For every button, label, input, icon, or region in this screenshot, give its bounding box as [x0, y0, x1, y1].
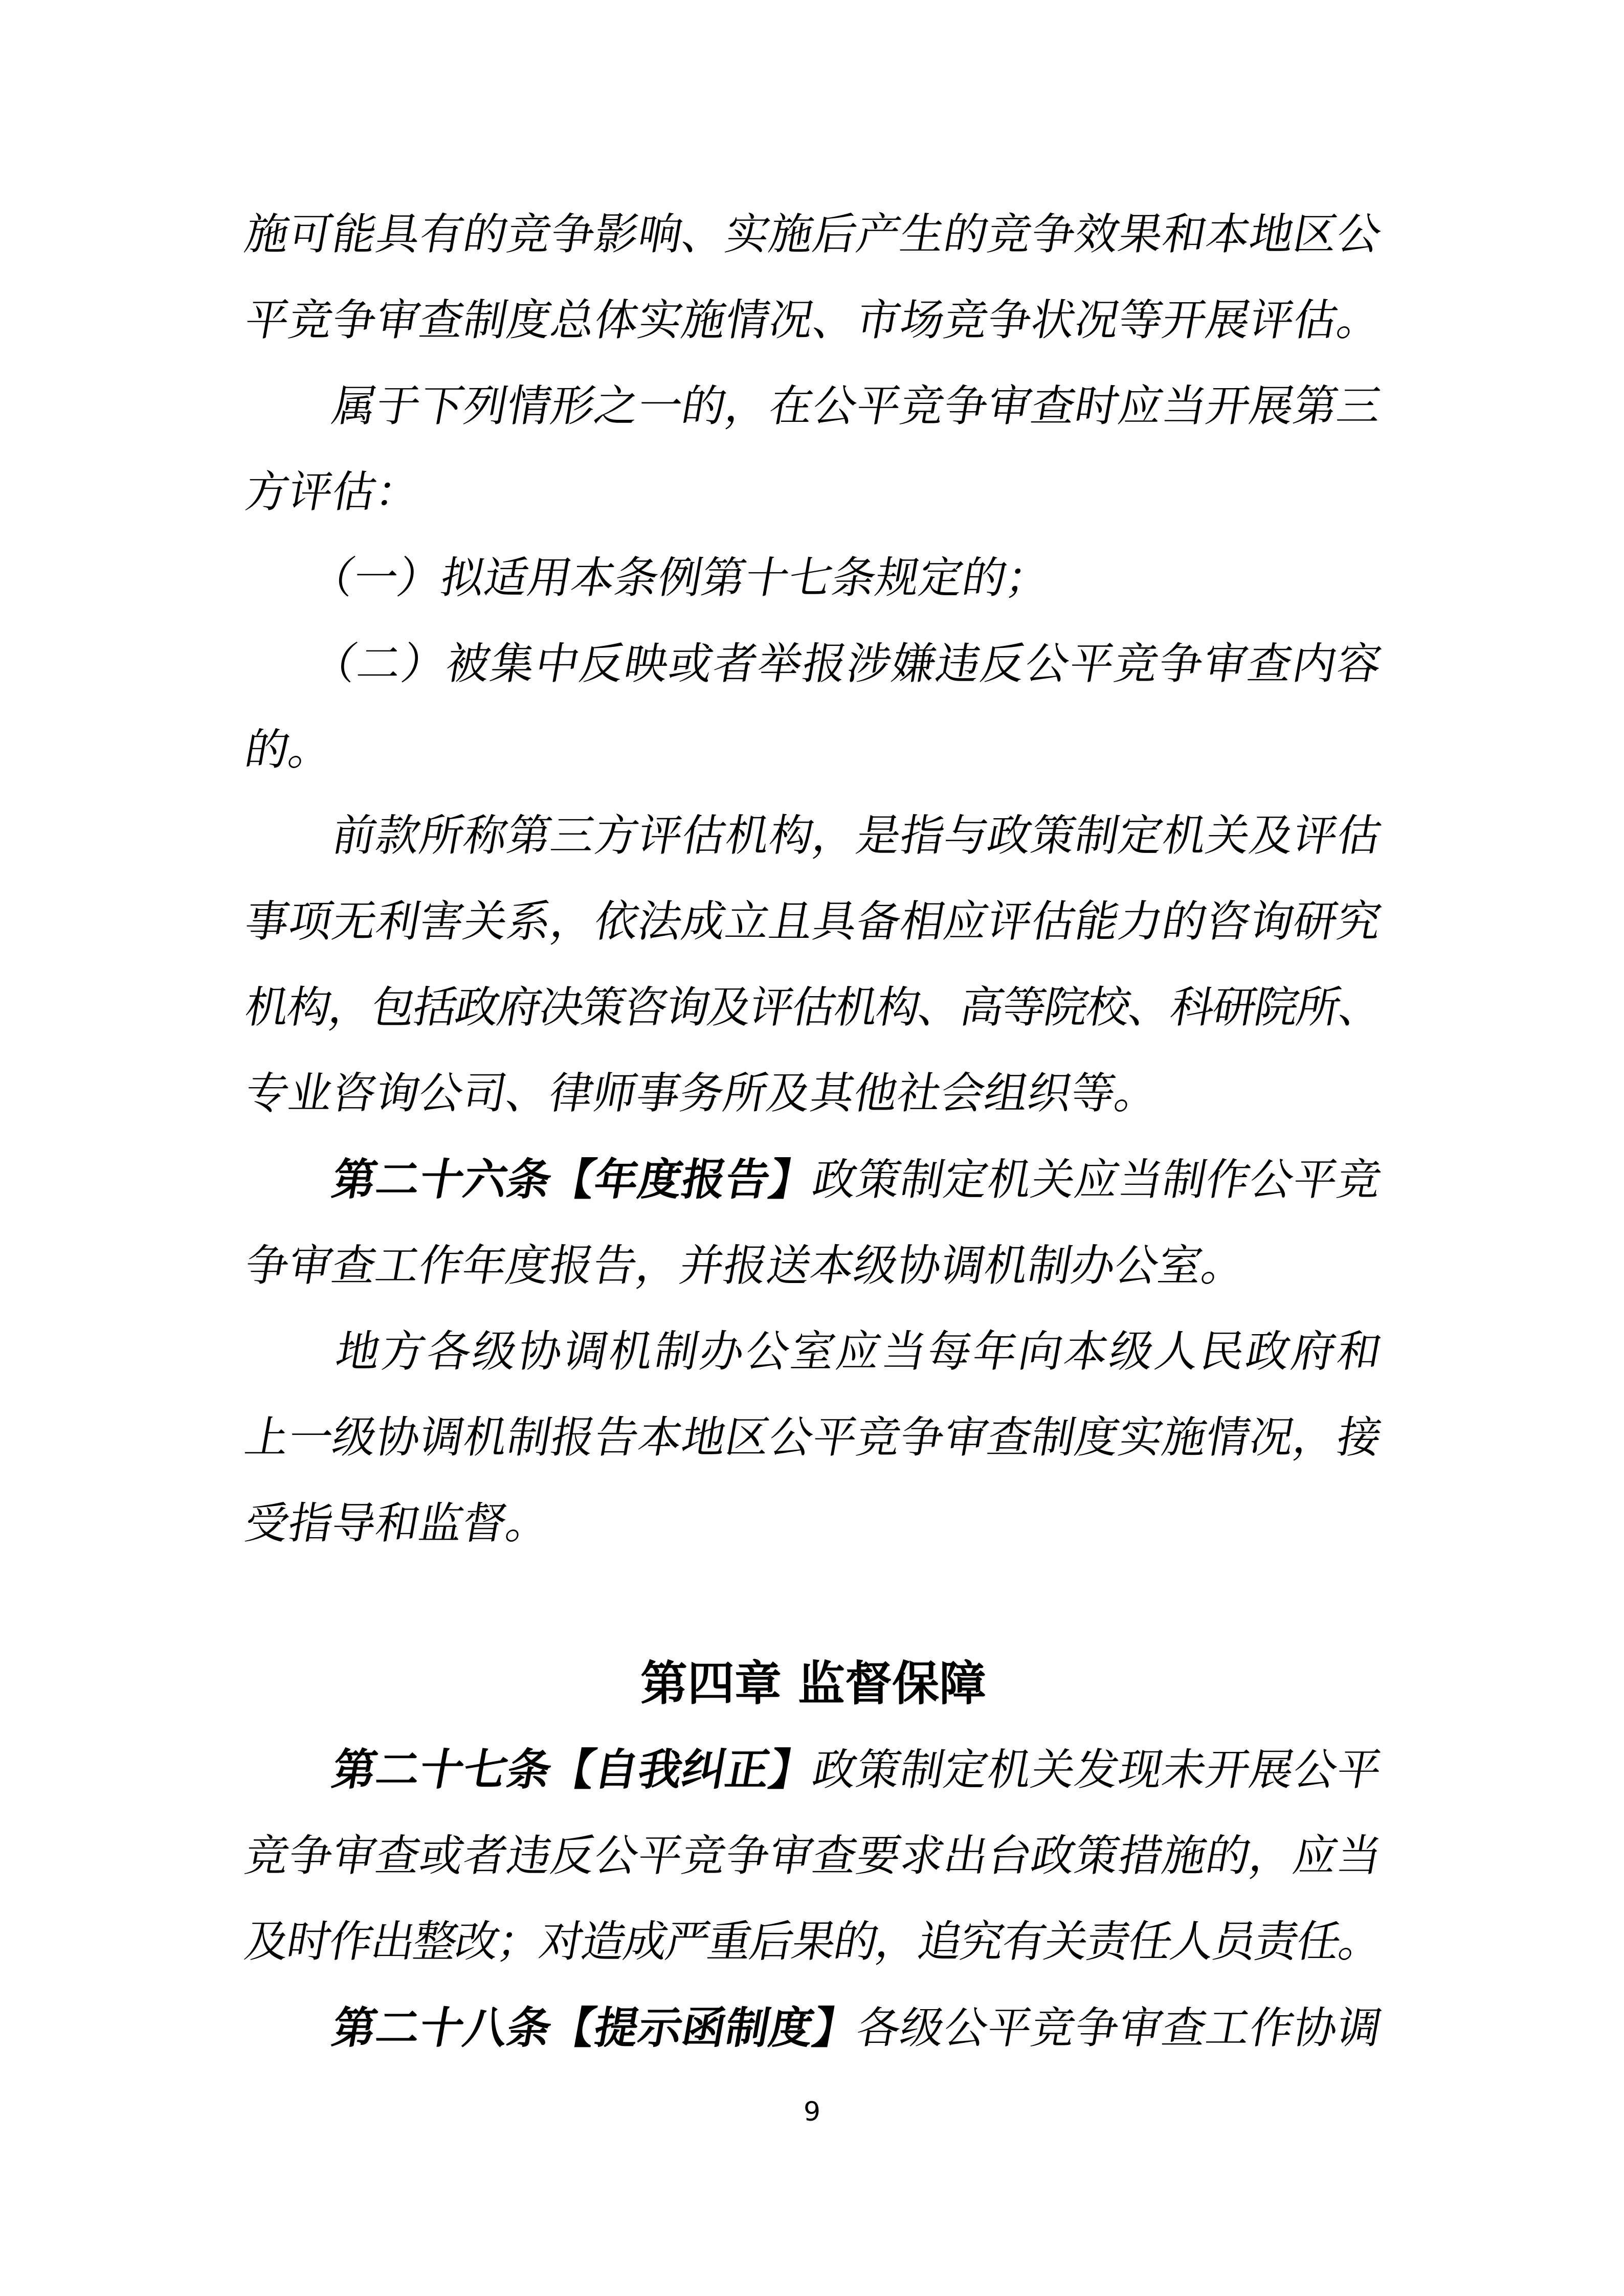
article-number-bold: 第二十六条【年度报告】: [241, 1154, 818, 1205]
document-line: 属于下列情形之一的，在公平竞争审查时应当开展第三: [241, 381, 1386, 432]
article-number-bold: 第二十八条【提示函制度】: [241, 2002, 862, 2054]
document-line: 专业咨询公司、律师事务所及其他社会组织等。: [241, 1068, 1163, 1119]
chapter-heading: 第四章 监督保障: [640, 1656, 987, 1711]
document-line: （二）被集中反映或者举报涉嫌违反公平竞争审查内容: [241, 639, 1386, 689]
document-line: 的。: [241, 725, 337, 775]
document-body: [241, 192, 1386, 2072]
document-line: （一）拟适用本条例第十七条规定的；: [241, 553, 1055, 603]
document-line: 受指导和监督。: [241, 1498, 554, 1549]
document-line: 及时作出整改；对造成严重后果的，追究有关责任人员责任。: [241, 1917, 1386, 1967]
document-line: 施可能具有的竞争影响、实施后产生的竞争效果和本地区公: [241, 209, 1386, 260]
document-line: 第二十八条【提示函制度】各级公平竞争审查工作协调: [241, 2002, 1386, 2054]
document-line: 机构，包括政府决策咨询及评估机构、高等院校、科研院所、: [241, 982, 1386, 1033]
document-line: 地方各级协调机制办公室应当每年向本级人民政府和: [241, 1326, 1386, 1377]
article-number-bold: 第二十七条【自我纠正】: [241, 1744, 818, 1795]
document-line: 争审查工作年度报告，并报送本级协调机制办公室。: [241, 1241, 1250, 1291]
document-line: 第二十七条【自我纠正】政策制定机关发现未开展公平: [241, 1744, 1386, 1795]
document-line: 前款所称第三方评估机构，是指与政策制定机关及评估: [241, 811, 1386, 861]
document-line: 上一级协调机制报告本地区公平竞争审查制度实施情况，接: [241, 1412, 1386, 1463]
document-line: 竞争审查或者违反公平竞争审查要求出台政策措施的，应当: [241, 1831, 1386, 1881]
document-line: 方评估：: [241, 467, 424, 517]
document-line: 事项无利害关系，依法成立且具备相应评估能力的咨询研究: [241, 896, 1386, 947]
document-line: 第二十六条【年度报告】政策制定机关应当制作公平竞: [241, 1154, 1386, 1205]
document-line: 平竞争审查制度总体实施情况、市场竞争状况等开展评估。: [241, 295, 1386, 346]
page-number: 9: [803, 2097, 821, 2127]
